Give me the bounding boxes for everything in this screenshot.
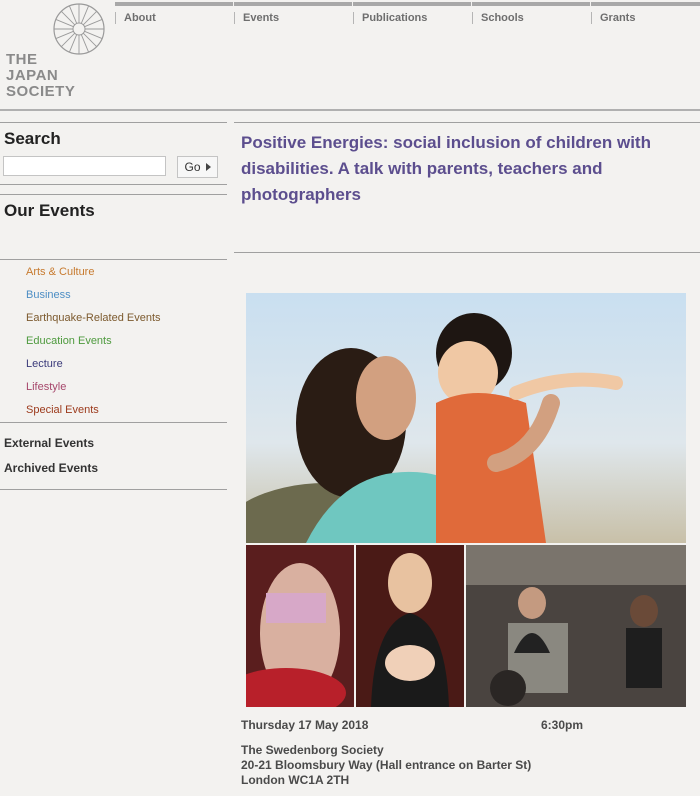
event-time: 6:30pm (541, 718, 584, 732)
our-events-heading: Our Events (4, 201, 95, 220)
triangle-right-icon (206, 163, 211, 171)
nav-item-events[interactable] (234, 2, 352, 32)
site-logo[interactable] (0, 0, 115, 108)
logo-line: JAPAN (6, 67, 59, 84)
event-photo (246, 293, 686, 707)
chrysanthemum-emblem-icon (52, 2, 106, 56)
event-date: Thursday 17 May 2018 (241, 718, 369, 732)
nav-item-grants[interactable] (591, 2, 700, 32)
divider (0, 259, 227, 260)
divider (234, 122, 700, 123)
archived-events-link[interactable]: Archived Events (4, 461, 99, 475)
top-navigation (115, 0, 700, 30)
divider (0, 184, 227, 185)
search-input[interactable] (3, 156, 166, 176)
category-business[interactable]: Business (26, 289, 71, 301)
category-arts-culture[interactable]: Arts & Culture (26, 266, 95, 278)
event-venue-line: London WC1A 2TH (241, 773, 350, 787)
nav-label: Publications (353, 12, 427, 24)
event-venue-line: The Swedenborg Society (241, 743, 384, 757)
nav-item-about[interactable] (115, 2, 233, 32)
nav-label: Grants (591, 12, 635, 24)
search-heading: Search (4, 129, 61, 148)
go-label: Go (184, 160, 201, 174)
event-title: Positive Energies: social inclusion of children with disabilities. A talk with parents, teachers and photographers (241, 133, 651, 204)
external-events-link[interactable]: External Events (4, 436, 95, 450)
category-education-events[interactable]: Education Events (26, 335, 112, 347)
nav-label: About (115, 12, 156, 24)
nav-item-schools[interactable] (472, 2, 590, 32)
logo-wordmark (6, 52, 86, 100)
divider (234, 252, 700, 253)
nav-label: Events (234, 12, 279, 24)
event-venue-line: 20-21 Bloomsbury Way (Hall entrance on Barter St) (241, 758, 532, 772)
divider (0, 489, 227, 490)
header-divider (0, 109, 700, 111)
logo-line: THE (6, 51, 38, 68)
divider (0, 122, 227, 123)
category-earthquake-related-events[interactable]: Earthquake-Related Events (26, 312, 161, 324)
nav-label: Schools (472, 12, 524, 24)
divider (0, 422, 227, 423)
category-lecture[interactable]: Lecture (26, 358, 63, 370)
nav-item-publications[interactable] (353, 2, 471, 32)
category-lifestyle[interactable]: Lifestyle (26, 381, 67, 393)
logo-line: SOCIETY (6, 83, 76, 100)
category-special-events[interactable]: Special Events (26, 404, 99, 416)
divider (0, 194, 227, 195)
go-button[interactable] (177, 156, 218, 178)
